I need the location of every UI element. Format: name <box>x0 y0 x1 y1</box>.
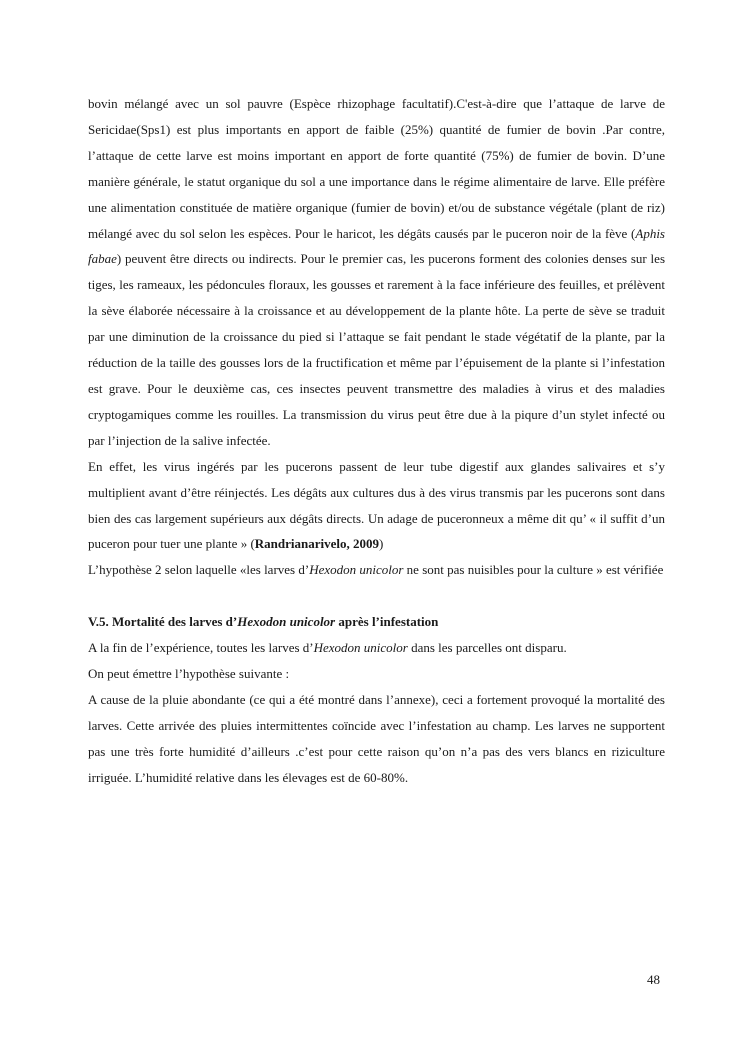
paragraph-text: bovin mélangé avec un sol pauvre (Espèce rhizophage facultatif).C'est-à-dire que l’attaque de larve de Sericidae(Sps1) est plus importants en apport de faible (25%) quantité de fumier de bovin .Par contre, l’attaque de cette larve est moins important en apport de forte quantité (75%) de fumier de bovin. D’une manière générale, le statut organique du sol a une importance dans le régime alimentaire de larve. Elle préfère une alimentation constituée de matière organique (fumier de bovin) et/ou de substance végétale (plant de riz) mélangé avec du sol selon les espèces. Pour le haricot, les dégâts causés par le puceron noir de la fève ( <box>88 96 665 241</box>
paragraph-text: En effet, les virus ingérés par les pucerons passent de leur tube digestif aux glandes salivaires et s’y multiplient avant d’être réinjectés. Les dégâts aux cultures dus à des virus transmis par les pucerons sont dans bien des cas largement supérieurs aux dégâts directs. Un adage de puceronneux a même dit qu’ « il suffit d’un puceron pour tuer une plante » ( <box>88 458 665 552</box>
paragraph-text: L’hypothèse 2 selon laquelle «les larves d’ <box>88 562 310 578</box>
paragraph-hypothesis-2 <box>88 557 665 583</box>
paragraph-text: ) <box>379 536 384 552</box>
species-name-hexodon-unicolor: Hexodon unicolor <box>309 562 404 578</box>
heading-text: V.5. Mortalité des larves d’ <box>88 614 238 630</box>
page-number: 48 <box>647 972 660 987</box>
paragraph-virus-transmission <box>88 454 665 558</box>
species-name-aphis-fabae: Aphis fabae <box>88 225 665 267</box>
species-name-hexodon-unicolor: Hexodon unicolor <box>313 640 408 656</box>
species-name-hexodon-unicolor: Hexodon unicolor <box>237 614 336 630</box>
paragraph-rain-mortality: A cause de la pluie abondante (ce qui a été montré dans l’annexe), ceci a fortement provoqué la mortalité des larves. Cette arrivée des pluies intermittentes coïncide avec l’infestation au champ. Les larves ne supportent pas une très forte humidité d’ailleurs .c’est pour cette raison qu’on n’a pas des vers blancs en riziculture irriguée. L’humidité relative dans les élevages est de 60-80%. <box>88 691 665 785</box>
citation-reference: Randrianarivelo, 2009 <box>254 536 380 552</box>
page-body <box>88 91 665 790</box>
blank-line <box>88 583 665 609</box>
paragraph-text: ) peuvent être directs ou indirects. Pour le premier cas, les pucerons forment des colonies denses sur les tiges, les rameaux, les pédoncules floraux, les gousses et rarement à la face inférieure des feuilles, et prélèvent la sève élaborée nécessaire à la croissance et au développement de la plante hôte. La perte de sève se traduit par une diminution de la croissance du pied si l’attaque se fait pendant le stade végétatif de la plante, par la réduction de la taille des gousses lors de la fructification et même par l’épuisement de la plante si l’infestation est grave. Pour le deuxième cas, ces insectes peuvent transmettre des maladies à virus et des maladies cryptogamiques comme les rouilles. La transmission du virus peut être due à la piqure d’un stylet infecté ou par l’injection de la salive infectée. <box>88 251 665 448</box>
paragraph-text: dans les parcelles ont disparu. <box>407 640 567 656</box>
paragraph-insect-damage <box>88 91 665 454</box>
paragraph-larvae-disappeared <box>88 635 665 661</box>
section-heading <box>88 609 665 635</box>
heading-text: après l’infestation <box>335 614 439 630</box>
paragraph-text: A la fin de l’expérience, toutes les larves d’ <box>88 640 314 656</box>
paragraph-text: ne sont pas nuisibles pour la culture » est vérifiée <box>403 562 664 578</box>
paragraph-hypothesis-intro: On peut émettre l’hypothèse suivante : <box>88 665 290 681</box>
